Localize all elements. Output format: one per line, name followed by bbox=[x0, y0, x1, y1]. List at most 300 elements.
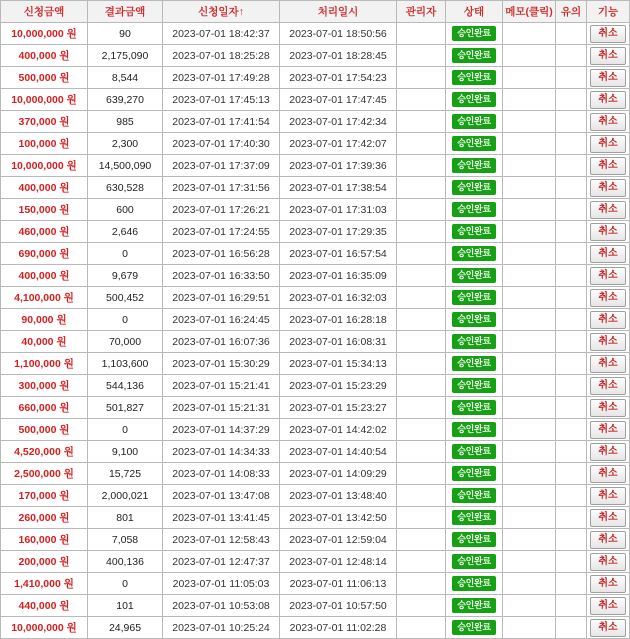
cancel-button[interactable]: 취소 bbox=[590, 267, 625, 285]
cancel-button[interactable]: 취소 bbox=[590, 179, 625, 197]
cell-request-amount: 10,000,000 원 bbox=[1, 23, 88, 45]
cell-memo[interactable] bbox=[503, 23, 556, 45]
cancel-button[interactable]: 취소 bbox=[590, 201, 625, 219]
status-badge: 승인완료 bbox=[452, 334, 496, 349]
cell-request-date: 2023-07-01 16:07:36 bbox=[163, 331, 280, 353]
cell-memo[interactable] bbox=[503, 67, 556, 89]
cell-note bbox=[556, 177, 587, 199]
cell-request-date: 2023-07-01 13:47:08 bbox=[163, 485, 280, 507]
cell-memo[interactable] bbox=[503, 441, 556, 463]
cancel-button[interactable]: 취소 bbox=[590, 333, 625, 351]
cancel-button[interactable]: 취소 bbox=[590, 553, 625, 571]
cell-manager bbox=[397, 573, 446, 595]
cancel-button[interactable]: 취소 bbox=[590, 399, 625, 417]
cell-manager bbox=[397, 551, 446, 573]
cell-note bbox=[556, 551, 587, 573]
cell-result-amount: 630,528 bbox=[88, 177, 163, 199]
cell-request-date: 2023-07-01 17:40:30 bbox=[163, 133, 280, 155]
table-row bbox=[1, 177, 630, 199]
status-badge: 승인완료 bbox=[452, 466, 496, 481]
cell-memo[interactable] bbox=[503, 111, 556, 133]
status-badge: 승인완료 bbox=[452, 620, 496, 635]
cell-function bbox=[587, 397, 630, 419]
cell-request-date: 2023-07-01 17:24:55 bbox=[163, 221, 280, 243]
cell-result-amount: 8,544 bbox=[88, 67, 163, 89]
cell-request-amount: 1,410,000 원 bbox=[1, 573, 88, 595]
cell-function bbox=[587, 23, 630, 45]
cell-function bbox=[587, 111, 630, 133]
table-row bbox=[1, 551, 630, 573]
cell-request-date: 2023-07-01 17:26:21 bbox=[163, 199, 280, 221]
cell-manager bbox=[397, 155, 446, 177]
cell-note bbox=[556, 595, 587, 617]
table-row bbox=[1, 397, 630, 419]
cell-request-amount: 460,000 원 bbox=[1, 221, 88, 243]
cancel-button[interactable]: 취소 bbox=[590, 597, 625, 615]
cell-function bbox=[587, 243, 630, 265]
status-badge: 승인완료 bbox=[452, 444, 496, 459]
cancel-button[interactable]: 취소 bbox=[590, 575, 625, 593]
cell-result-amount: 600 bbox=[88, 199, 163, 221]
cell-memo[interactable] bbox=[503, 485, 556, 507]
cell-request-date: 2023-07-01 18:42:37 bbox=[163, 23, 280, 45]
cell-note bbox=[556, 375, 587, 397]
cell-memo[interactable] bbox=[503, 221, 556, 243]
cell-memo[interactable] bbox=[503, 45, 556, 67]
cell-process-date: 2023-07-01 18:28:45 bbox=[280, 45, 397, 67]
cell-note bbox=[556, 23, 587, 45]
cell-request-date: 2023-07-01 15:30:29 bbox=[163, 353, 280, 375]
cell-function bbox=[587, 45, 630, 67]
cancel-button[interactable]: 취소 bbox=[590, 421, 625, 439]
column-header-manager[interactable]: 관리자 bbox=[397, 1, 446, 23]
column-header-result-amount[interactable]: 결과금액 bbox=[88, 1, 163, 23]
status-badge: 승인완료 bbox=[452, 554, 496, 569]
cell-manager bbox=[397, 441, 446, 463]
status-badge: 승인완료 bbox=[452, 158, 496, 173]
cell-function bbox=[587, 617, 630, 639]
cell-request-date: 2023-07-01 17:45:13 bbox=[163, 89, 280, 111]
cell-note bbox=[556, 309, 587, 331]
cell-request-amount: 440,000 원 bbox=[1, 595, 88, 617]
cell-memo[interactable] bbox=[503, 287, 556, 309]
cell-manager bbox=[397, 485, 446, 507]
cell-memo[interactable] bbox=[503, 397, 556, 419]
cell-result-amount: 2,300 bbox=[88, 133, 163, 155]
cell-request-amount: 10,000,000 원 bbox=[1, 155, 88, 177]
cell-request-amount: 400,000 원 bbox=[1, 265, 88, 287]
cell-result-amount: 90 bbox=[88, 23, 163, 45]
cell-request-date: 2023-07-01 12:47:37 bbox=[163, 551, 280, 573]
cell-status bbox=[446, 573, 503, 595]
column-header-request-date[interactable]: 신청일자↑ bbox=[163, 1, 280, 23]
cell-memo[interactable] bbox=[503, 595, 556, 617]
cell-request-amount: 4,520,000 원 bbox=[1, 441, 88, 463]
cell-result-amount: 2,175,090 bbox=[88, 45, 163, 67]
cell-memo[interactable] bbox=[503, 89, 556, 111]
status-badge: 승인완료 bbox=[452, 70, 496, 85]
cell-note bbox=[556, 397, 587, 419]
cell-memo[interactable] bbox=[503, 529, 556, 551]
cell-manager bbox=[397, 331, 446, 353]
cell-request-amount: 660,000 원 bbox=[1, 397, 88, 419]
table-row bbox=[1, 287, 630, 309]
cell-manager bbox=[397, 111, 446, 133]
cell-note bbox=[556, 331, 587, 353]
header-row bbox=[1, 1, 630, 23]
cancel-button[interactable]: 취소 bbox=[590, 311, 625, 329]
cell-status bbox=[446, 375, 503, 397]
table-row bbox=[1, 45, 630, 67]
cell-function bbox=[587, 133, 630, 155]
cell-process-date: 2023-07-01 17:29:35 bbox=[280, 221, 397, 243]
cell-manager bbox=[397, 529, 446, 551]
cell-memo[interactable] bbox=[503, 199, 556, 221]
cell-status bbox=[446, 287, 503, 309]
cell-memo[interactable] bbox=[503, 265, 556, 287]
cell-memo[interactable] bbox=[503, 353, 556, 375]
cancel-button[interactable]: 취소 bbox=[590, 465, 625, 483]
cell-result-amount: 0 bbox=[88, 419, 163, 441]
cell-process-date: 2023-07-01 16:57:54 bbox=[280, 243, 397, 265]
cell-result-amount: 70,000 bbox=[88, 331, 163, 353]
cell-status bbox=[446, 23, 503, 45]
cell-manager bbox=[397, 265, 446, 287]
cell-memo[interactable] bbox=[503, 155, 556, 177]
cell-process-date: 2023-07-01 11:06:13 bbox=[280, 573, 397, 595]
cell-result-amount: 400,136 bbox=[88, 551, 163, 573]
cancel-button[interactable]: 취소 bbox=[590, 487, 625, 505]
cell-process-date: 2023-07-01 17:39:36 bbox=[280, 155, 397, 177]
cell-request-date: 2023-07-01 16:56:28 bbox=[163, 243, 280, 265]
cell-memo[interactable] bbox=[503, 177, 556, 199]
cell-manager bbox=[397, 353, 446, 375]
cell-status bbox=[446, 463, 503, 485]
cell-result-amount: 0 bbox=[88, 243, 163, 265]
cell-note bbox=[556, 45, 587, 67]
cell-function bbox=[587, 573, 630, 595]
cell-request-amount: 260,000 원 bbox=[1, 507, 88, 529]
cell-function bbox=[587, 441, 630, 463]
cell-function bbox=[587, 309, 630, 331]
status-badge: 승인완료 bbox=[452, 202, 496, 217]
cancel-button[interactable]: 취소 bbox=[590, 47, 625, 65]
cell-note bbox=[556, 265, 587, 287]
cell-function bbox=[587, 419, 630, 441]
cell-request-amount: 10,000,000 원 bbox=[1, 617, 88, 639]
cell-status bbox=[446, 353, 503, 375]
cell-status bbox=[446, 331, 503, 353]
table-row bbox=[1, 133, 630, 155]
table-row bbox=[1, 419, 630, 441]
cell-request-date: 2023-07-01 10:53:08 bbox=[163, 595, 280, 617]
cell-result-amount: 985 bbox=[88, 111, 163, 133]
cell-memo[interactable] bbox=[503, 507, 556, 529]
cancel-button[interactable]: 취소 bbox=[590, 619, 625, 637]
cell-process-date: 2023-07-01 16:32:03 bbox=[280, 287, 397, 309]
cell-note bbox=[556, 463, 587, 485]
cancel-button[interactable]: 취소 bbox=[590, 91, 625, 109]
status-badge: 승인완료 bbox=[452, 48, 496, 63]
cell-request-amount: 500,000 원 bbox=[1, 67, 88, 89]
cell-note bbox=[556, 155, 587, 177]
cell-status bbox=[446, 485, 503, 507]
cell-note bbox=[556, 485, 587, 507]
cell-request-date: 2023-07-01 14:08:33 bbox=[163, 463, 280, 485]
cell-request-date: 2023-07-01 10:25:24 bbox=[163, 617, 280, 639]
cell-process-date: 2023-07-01 13:48:40 bbox=[280, 485, 397, 507]
status-badge: 승인완료 bbox=[452, 92, 496, 107]
cell-function bbox=[587, 485, 630, 507]
cell-function bbox=[587, 551, 630, 573]
status-badge: 승인완료 bbox=[452, 532, 496, 547]
cell-manager bbox=[397, 463, 446, 485]
cell-note bbox=[556, 353, 587, 375]
cell-status bbox=[446, 133, 503, 155]
cell-status bbox=[446, 67, 503, 89]
cell-request-date: 2023-07-01 11:05:03 bbox=[163, 573, 280, 595]
cell-process-date: 2023-07-01 12:59:04 bbox=[280, 529, 397, 551]
status-badge: 승인완료 bbox=[452, 268, 496, 283]
cell-result-amount: 500,452 bbox=[88, 287, 163, 309]
table-row bbox=[1, 463, 630, 485]
cancel-button[interactable]: 취소 bbox=[590, 245, 625, 263]
cell-memo[interactable] bbox=[503, 573, 556, 595]
cell-status bbox=[446, 155, 503, 177]
table-row bbox=[1, 441, 630, 463]
cell-status bbox=[446, 397, 503, 419]
cell-note bbox=[556, 199, 587, 221]
cell-request-amount: 170,000 원 bbox=[1, 485, 88, 507]
cell-result-amount: 1,103,600 bbox=[88, 353, 163, 375]
cancel-button[interactable]: 취소 bbox=[590, 69, 625, 87]
cell-status bbox=[446, 551, 503, 573]
status-badge: 승인완료 bbox=[452, 598, 496, 613]
cell-process-date: 2023-07-01 17:54:23 bbox=[280, 67, 397, 89]
table-row bbox=[1, 573, 630, 595]
cell-function bbox=[587, 177, 630, 199]
cell-request-amount: 40,000 원 bbox=[1, 331, 88, 353]
cell-function bbox=[587, 375, 630, 397]
cell-process-date: 2023-07-01 17:47:45 bbox=[280, 89, 397, 111]
cell-memo[interactable] bbox=[503, 375, 556, 397]
cell-result-amount: 101 bbox=[88, 595, 163, 617]
cell-memo[interactable] bbox=[503, 309, 556, 331]
cell-function bbox=[587, 199, 630, 221]
cell-process-date: 2023-07-01 12:48:14 bbox=[280, 551, 397, 573]
table-row bbox=[1, 353, 630, 375]
cell-process-date: 2023-07-01 15:34:13 bbox=[280, 353, 397, 375]
cell-process-date: 2023-07-01 14:42:02 bbox=[280, 419, 397, 441]
cell-note bbox=[556, 67, 587, 89]
cell-manager bbox=[397, 177, 446, 199]
status-badge: 승인완료 bbox=[452, 224, 496, 239]
cell-request-amount: 150,000 원 bbox=[1, 199, 88, 221]
cell-request-date: 2023-07-01 14:34:33 bbox=[163, 441, 280, 463]
cell-function bbox=[587, 463, 630, 485]
cell-status bbox=[446, 221, 503, 243]
table-row bbox=[1, 67, 630, 89]
cell-note bbox=[556, 221, 587, 243]
status-badge: 승인완료 bbox=[452, 26, 496, 41]
cell-manager bbox=[397, 595, 446, 617]
cell-process-date: 2023-07-01 13:42:50 bbox=[280, 507, 397, 529]
cell-status bbox=[446, 309, 503, 331]
cell-memo[interactable] bbox=[503, 551, 556, 573]
cell-manager bbox=[397, 309, 446, 331]
cell-result-amount: 639,270 bbox=[88, 89, 163, 111]
table-row bbox=[1, 89, 630, 111]
column-header-request-amount[interactable]: 신청금액 bbox=[1, 1, 88, 23]
cell-status bbox=[446, 45, 503, 67]
cell-result-amount: 15,725 bbox=[88, 463, 163, 485]
status-badge: 승인완료 bbox=[452, 312, 496, 327]
cell-manager bbox=[397, 375, 446, 397]
status-badge: 승인완료 bbox=[452, 180, 496, 195]
cell-result-amount: 544,136 bbox=[88, 375, 163, 397]
cell-status bbox=[446, 507, 503, 529]
cell-request-amount: 400,000 원 bbox=[1, 45, 88, 67]
column-header-memo[interactable]: 메모(클릭) bbox=[503, 1, 556, 23]
cell-manager bbox=[397, 199, 446, 221]
cancel-button[interactable]: 취소 bbox=[590, 223, 625, 241]
cancel-button[interactable]: 취소 bbox=[590, 289, 625, 307]
cell-function bbox=[587, 221, 630, 243]
status-badge: 승인완료 bbox=[452, 290, 496, 305]
table-row bbox=[1, 243, 630, 265]
table-row bbox=[1, 23, 630, 45]
table-row bbox=[1, 529, 630, 551]
cell-status bbox=[446, 111, 503, 133]
cell-request-date: 2023-07-01 17:37:09 bbox=[163, 155, 280, 177]
cell-process-date: 2023-07-01 17:38:54 bbox=[280, 177, 397, 199]
status-badge: 승인완료 bbox=[452, 422, 496, 437]
cell-request-amount: 10,000,000 원 bbox=[1, 89, 88, 111]
cell-request-amount: 1,100,000 원 bbox=[1, 353, 88, 375]
cell-status bbox=[446, 177, 503, 199]
cell-result-amount: 2,000,021 bbox=[88, 485, 163, 507]
cell-result-amount: 9,100 bbox=[88, 441, 163, 463]
cell-process-date: 2023-07-01 17:31:03 bbox=[280, 199, 397, 221]
cell-status bbox=[446, 595, 503, 617]
cell-result-amount: 801 bbox=[88, 507, 163, 529]
cell-note bbox=[556, 89, 587, 111]
cell-status bbox=[446, 243, 503, 265]
cell-function bbox=[587, 67, 630, 89]
cell-process-date: 2023-07-01 18:50:56 bbox=[280, 23, 397, 45]
status-badge: 승인완료 bbox=[452, 114, 496, 129]
column-header-process-date[interactable]: 처리일시 bbox=[280, 1, 397, 23]
cell-request-amount: 300,000 원 bbox=[1, 375, 88, 397]
table-row bbox=[1, 617, 630, 639]
cell-function bbox=[587, 155, 630, 177]
cell-request-amount: 400,000 원 bbox=[1, 177, 88, 199]
cell-memo[interactable] bbox=[503, 331, 556, 353]
cancel-button[interactable]: 취소 bbox=[590, 135, 625, 153]
cell-memo[interactable] bbox=[503, 419, 556, 441]
cancel-button[interactable]: 취소 bbox=[590, 443, 625, 461]
cell-manager bbox=[397, 243, 446, 265]
cell-process-date: 2023-07-01 14:09:29 bbox=[280, 463, 397, 485]
cell-process-date: 2023-07-01 15:23:29 bbox=[280, 375, 397, 397]
status-badge: 승인완료 bbox=[452, 356, 496, 371]
column-header-function[interactable]: 기능 bbox=[587, 1, 630, 23]
cell-function bbox=[587, 287, 630, 309]
cell-request-amount: 200,000 원 bbox=[1, 551, 88, 573]
cell-result-amount: 0 bbox=[88, 573, 163, 595]
cancel-button[interactable]: 취소 bbox=[590, 113, 625, 131]
cell-manager bbox=[397, 133, 446, 155]
table-row bbox=[1, 331, 630, 353]
cell-memo[interactable] bbox=[503, 133, 556, 155]
cancel-button[interactable]: 취소 bbox=[590, 157, 625, 175]
cell-request-date: 2023-07-01 16:29:51 bbox=[163, 287, 280, 309]
cell-request-amount: 160,000 원 bbox=[1, 529, 88, 551]
cell-process-date: 2023-07-01 17:42:07 bbox=[280, 133, 397, 155]
cell-memo[interactable] bbox=[503, 243, 556, 265]
cell-note bbox=[556, 441, 587, 463]
cell-request-amount: 2,500,000 원 bbox=[1, 463, 88, 485]
cell-note bbox=[556, 617, 587, 639]
table-header bbox=[1, 1, 630, 23]
cell-process-date: 2023-07-01 16:35:09 bbox=[280, 265, 397, 287]
cell-request-amount: 370,000 원 bbox=[1, 111, 88, 133]
cell-process-date: 2023-07-01 16:08:31 bbox=[280, 331, 397, 353]
status-badge: 승인완료 bbox=[452, 246, 496, 261]
cell-manager bbox=[397, 397, 446, 419]
table-row bbox=[1, 375, 630, 397]
cancel-button[interactable]: 취소 bbox=[590, 509, 625, 527]
cell-manager bbox=[397, 45, 446, 67]
cell-result-amount: 2,646 bbox=[88, 221, 163, 243]
table-row bbox=[1, 199, 630, 221]
table-row bbox=[1, 595, 630, 617]
cancel-button[interactable]: 취소 bbox=[590, 531, 625, 549]
cell-status bbox=[446, 89, 503, 111]
cancel-button[interactable]: 취소 bbox=[590, 377, 625, 395]
cell-note bbox=[556, 287, 587, 309]
cancel-button[interactable]: 취소 bbox=[590, 355, 625, 373]
cancel-button[interactable]: 취소 bbox=[590, 25, 625, 43]
cell-process-date: 2023-07-01 16:28:18 bbox=[280, 309, 397, 331]
status-badge: 승인완료 bbox=[452, 510, 496, 525]
status-badge: 승인완료 bbox=[452, 378, 496, 393]
cell-note bbox=[556, 111, 587, 133]
cell-manager bbox=[397, 221, 446, 243]
cell-request-amount: 500,000 원 bbox=[1, 419, 88, 441]
table-row bbox=[1, 221, 630, 243]
column-header-note[interactable]: 유의 bbox=[556, 1, 587, 23]
cell-note bbox=[556, 243, 587, 265]
column-header-status[interactable]: 상태 bbox=[446, 1, 503, 23]
cell-result-amount: 9,679 bbox=[88, 265, 163, 287]
cell-manager bbox=[397, 287, 446, 309]
cell-manager bbox=[397, 67, 446, 89]
cell-request-date: 2023-07-01 15:21:41 bbox=[163, 375, 280, 397]
cell-function bbox=[587, 507, 630, 529]
cell-request-date: 2023-07-01 16:33:50 bbox=[163, 265, 280, 287]
cell-memo[interactable] bbox=[503, 463, 556, 485]
cell-request-date: 2023-07-01 17:41:54 bbox=[163, 111, 280, 133]
cell-status bbox=[446, 265, 503, 287]
cell-manager bbox=[397, 23, 446, 45]
table-row bbox=[1, 485, 630, 507]
cell-memo[interactable] bbox=[503, 617, 556, 639]
cell-status bbox=[446, 419, 503, 441]
cell-request-amount: 4,100,000 원 bbox=[1, 287, 88, 309]
cell-request-date: 2023-07-01 18:25:28 bbox=[163, 45, 280, 67]
cell-status bbox=[446, 199, 503, 221]
